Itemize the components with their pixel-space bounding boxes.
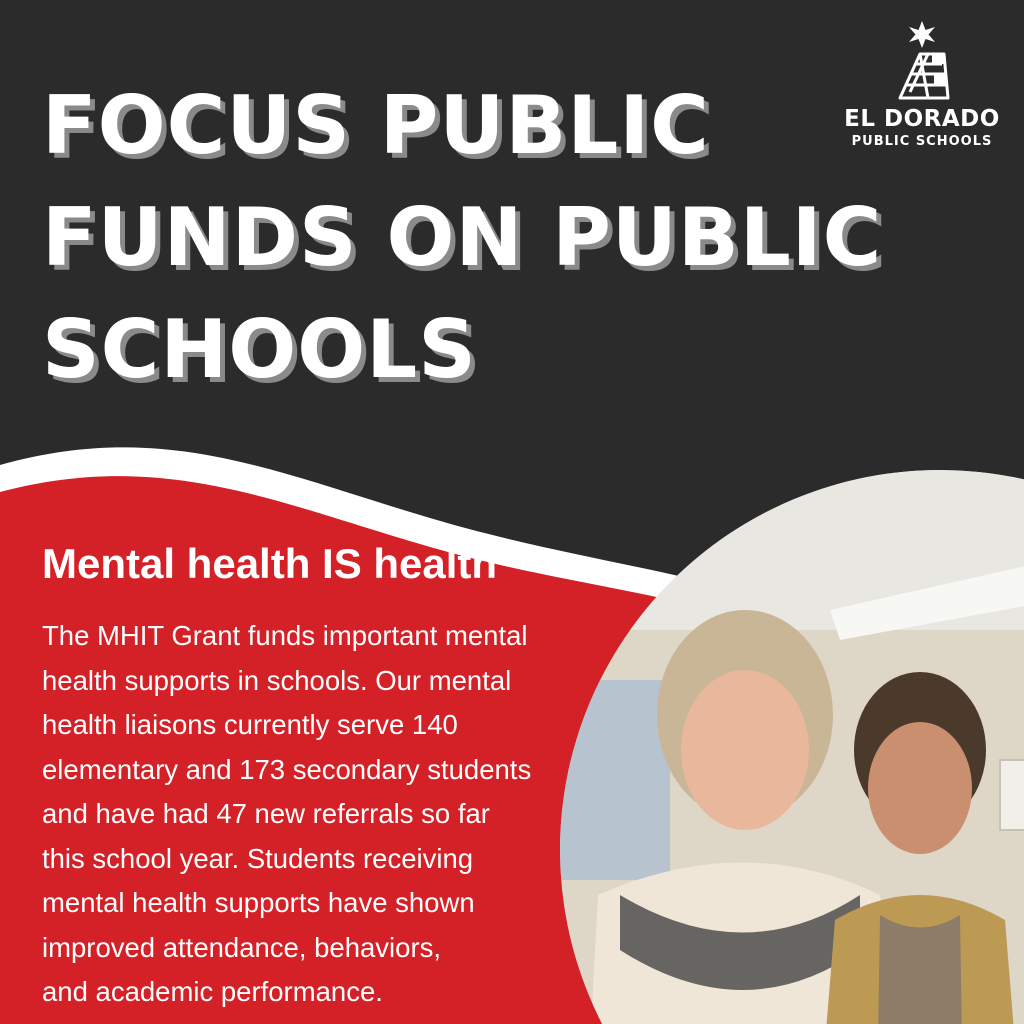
star-icon [909, 21, 935, 48]
logo-emblem [828, 18, 1016, 108]
body-line: this school year. Students receiving [42, 842, 474, 874]
body-line: improved attendance, behaviors, [42, 931, 441, 963]
headline-line-2: FUNDS ON PUBLIC [42, 191, 883, 284]
body-line: mental health supports have shown [42, 887, 475, 918]
body-line: elementary and 173 secondary students [42, 753, 532, 785]
headline-line-3: SCHOOLS [42, 303, 477, 396]
headline-line-1: FOCUS PUBLIC [42, 79, 710, 172]
logo-subtitle: PUBLIC SCHOOLS [851, 134, 993, 149]
section-heading: Mental health IS health [42, 540, 498, 587]
body-line: and academic performance. [42, 976, 383, 1007]
body-line: health liaisons currently serve 140 [42, 709, 458, 740]
headline [42, 70, 942, 406]
body-line: The MHIT Grant funds important mental [42, 620, 528, 651]
body-line: health supports in schools. Our mental [42, 664, 512, 696]
body-line: and have had 47 new referrals so far [42, 798, 490, 829]
staff-photo [560, 470, 1024, 1024]
el-dorado-logo [828, 18, 1016, 158]
logo-name: EL DORADO [844, 106, 1000, 132]
section-body [42, 614, 612, 1015]
